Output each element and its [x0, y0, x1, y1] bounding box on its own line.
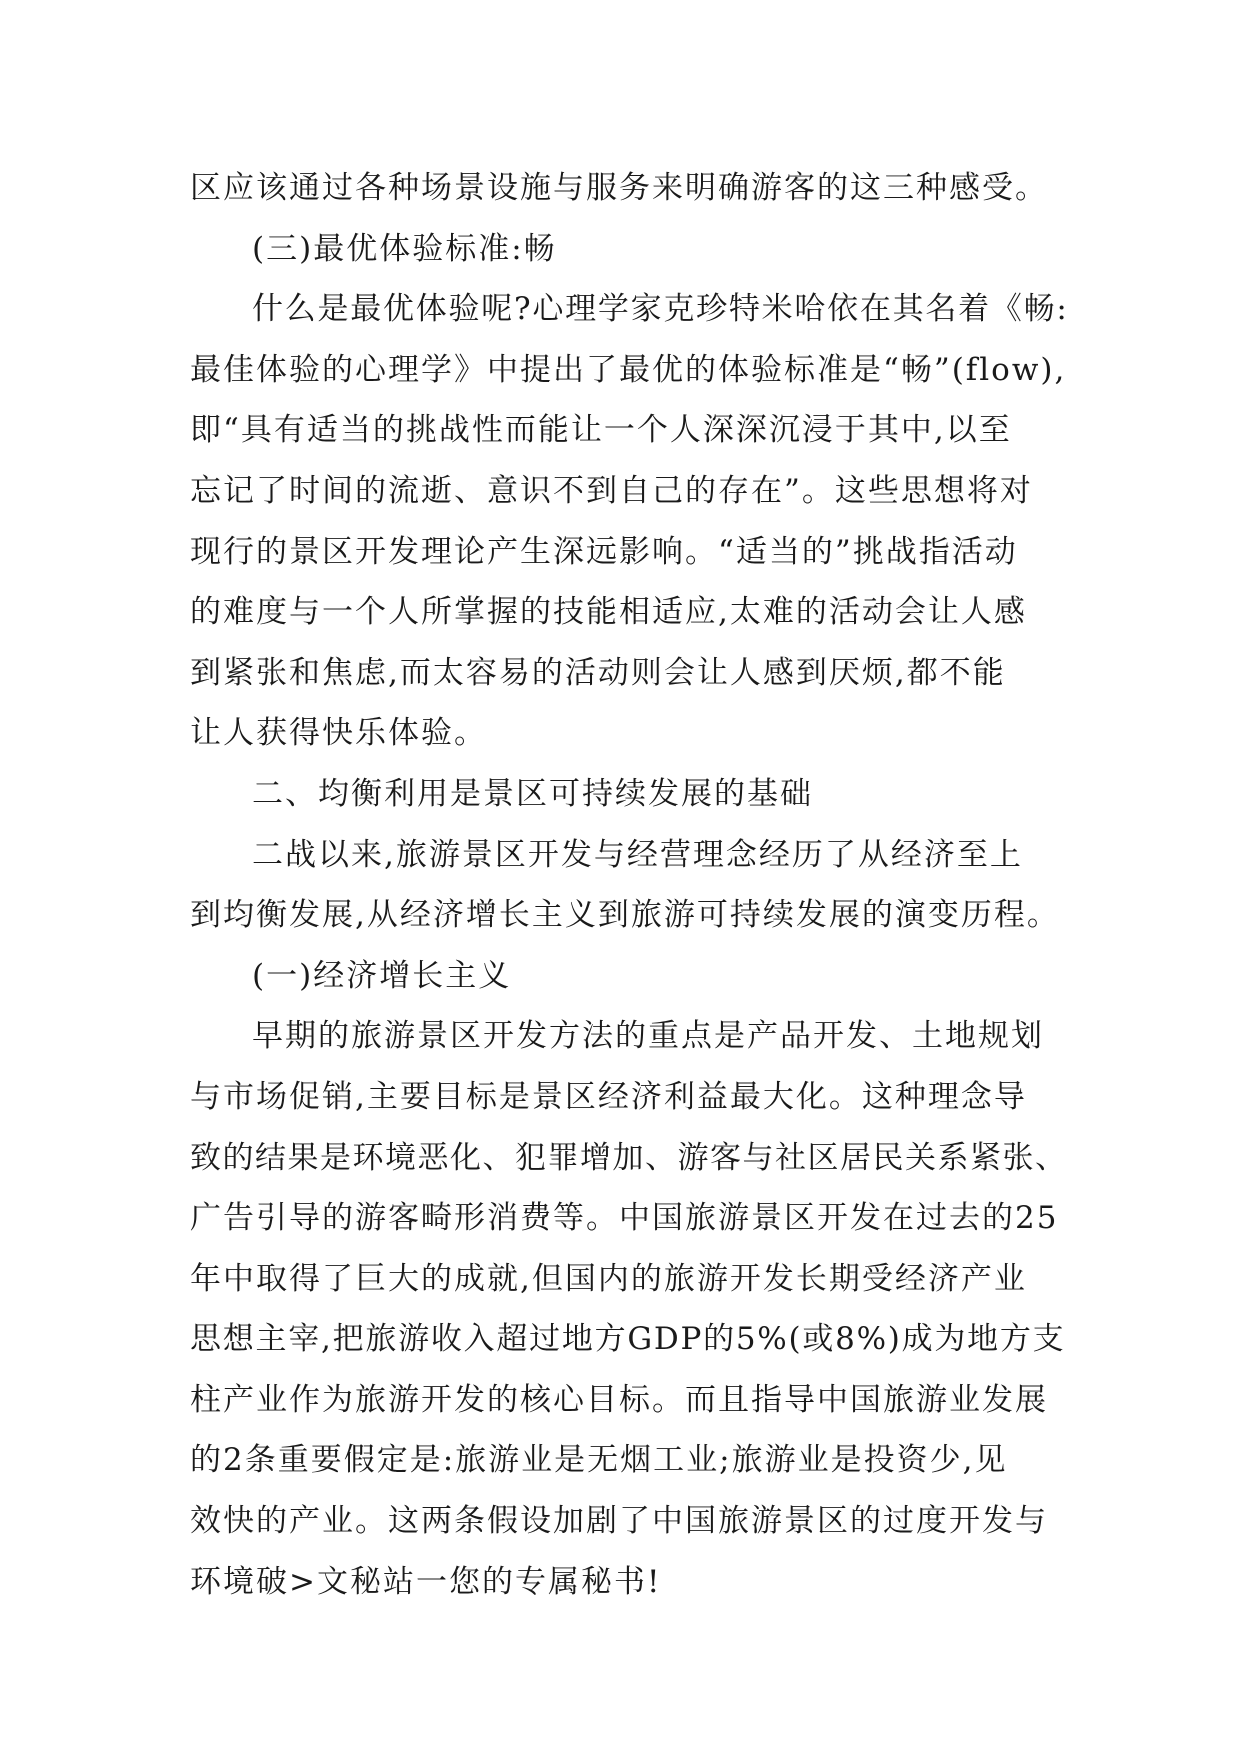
section-heading: (一)经济增长主义: [252, 957, 512, 994]
text-line: 区应该通过各种场景设施与服务来明确游客的这三种感受。: [190, 170, 1048, 206]
text-line: 与市场促销,主要目标是景区经济利益最大化。这种理念导: [190, 1078, 1027, 1115]
text-line: 到均衡发展,从经济增长主义到旅游可持续发展的演变历程。: [190, 897, 1060, 934]
text-line: 忘记了时间的流逝、意识不到自己的存在”。这些思想将对: [190, 472, 1033, 509]
text-line: 柱产业作为旅游开发的核心目标。而且指导中国旅游业发展: [190, 1381, 1048, 1418]
text-line: 最佳体验的心理学》中提出了最优的体验标准是“畅”(flow),: [190, 351, 1067, 388]
text-line: 广告引导的游客畸形消费等。中国旅游景区开发在过去的25: [190, 1200, 1059, 1237]
text-line: 思想主宰,把旅游收入超过地方GDP的5%(或8%)成为地方支: [190, 1321, 1066, 1358]
text-line: 的2条重要假定是:旅游业是无烟工业;旅游业是投资少,见: [190, 1442, 1008, 1479]
text-line: 让人获得快乐体验。: [190, 715, 487, 752]
text-line: 到紧张和焦虑,而太容易的活动则会让人感到厌烦,都不能: [190, 654, 1006, 691]
section-heading: (三)最优体验标准:畅: [252, 230, 557, 267]
body-text: [190, 158, 1070, 1612]
text-line: 即“具有适当的挑战性而能让一个人深深沉浸于其中,以至: [190, 412, 1012, 449]
chapter-heading: 二、均衡利用是景区可持续发展的基础: [252, 775, 813, 812]
text-line: 现行的景区开发理论产生深远影响。“适当的”挑战指活动: [190, 533, 1018, 570]
text-line: 早期的旅游景区开发方法的重点是产品开发、土地规划: [252, 1018, 1044, 1055]
text-line: 环境破>文秘站一您的专属秘书!: [190, 1563, 662, 1600]
text-line: 年中取得了巨大的成就,但国内的旅游开发长期受经济产业: [190, 1260, 1027, 1297]
text-line: 效快的产业。这两条假设加剧了中国旅游景区的过度开发与: [190, 1503, 1048, 1540]
text-line: 的难度与一个人所掌握的技能相适应,太难的活动会让人感: [190, 594, 1027, 631]
text-line: 什么是最优体验呢?心理学家克珍特米哈依在其名着《畅:: [252, 291, 1069, 328]
text-line: 二战以来,旅游景区开发与经营理念经历了从经济至上: [252, 836, 1023, 873]
text-line: 致的结果是环境恶化、犯罪增加、游客与社区居民关系紧张、: [190, 1139, 1068, 1176]
